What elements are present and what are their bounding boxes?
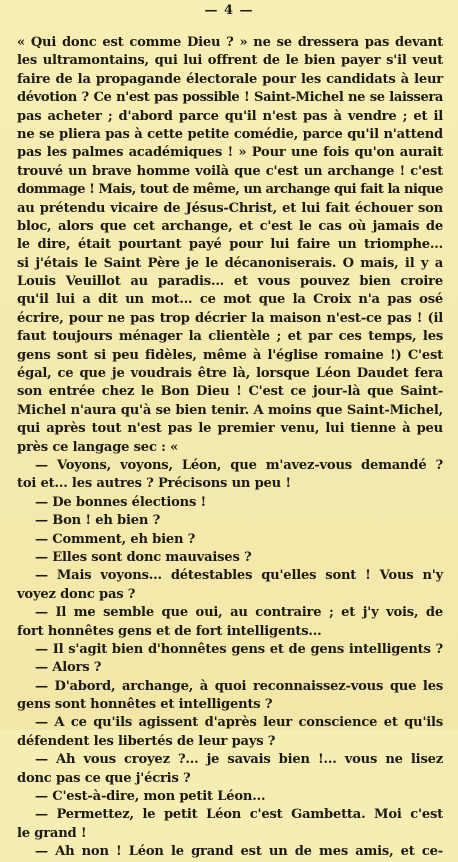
text-line: trouvé un brave homme voilà que c'est un archange ! c'est (17, 163, 443, 179)
text-line: bloc, alors que cet archange, et c'est le cas où jamais de (17, 218, 443, 234)
text-line: le dire, était pourtant payé pour lui faire un triomphe... (17, 237, 443, 253)
text-line: défendent les libertés de leur pays ? (17, 733, 276, 749)
dialogue-line: — Alors ? (35, 660, 102, 676)
text-line: gens sont honnêtes et intelligents ? (17, 697, 273, 713)
dialogue-line: — De bonnes élections ! (35, 494, 207, 510)
text-line: toi et... les autres ? Précisons un peu ! (17, 476, 291, 492)
text-line: son entrée chez le Bon Dieu ! C'est ce jour-là que Saint- (17, 384, 443, 400)
text-line: donc pas ce que j'écris ? (17, 770, 191, 786)
dialogue-line: — Il s'agit bien d'honnêtes gens et de gens intelligents ? (35, 641, 443, 657)
text-line: fort honnêtes gens et de fort intelligents... (17, 623, 322, 639)
dialogue-line: — D'abord, archange, à quoi reconnaissez-vous que les (35, 678, 443, 694)
text-line: Louis Veuillot au paradis... et vous pouvez bien croire (17, 274, 443, 290)
text-line: au prétendu vicaire de Jésus-Christ, et lui fait échouer son (17, 200, 443, 216)
dialogue-line: — Mais voyons... détestables qu'elles sont ! Vous n'y (35, 568, 443, 584)
text-line: dévotion ? Ce n'est pas possible ! Saint-Michel ne se laissera (17, 90, 443, 106)
text-line: le grand ! (17, 825, 87, 841)
text-line: égal, ce que je voudrais être là, lorsque Léon Daudet fera (17, 366, 443, 382)
text-line: si j'étais le Saint Père je le décanoniserais. O mais, il y a (17, 255, 443, 271)
text-line: écrire, pour ne pas trop décrier la maison n'est-ce pas ! (il (17, 310, 443, 326)
dialogue-line: — Comment, eh bien ? (35, 531, 196, 547)
text-line: qui après tout n'est pas le premier venu, lui tienne à peu (17, 421, 443, 437)
text-line: qu'il lui a dit un mot... ce mot que la Croix n'a pas osé (17, 292, 443, 308)
text-line: les ultramontains, qui lui offrent de le bien payer s'il veut (17, 53, 443, 69)
dialogue-line: — Ah non ! Léon le grand est un de mes amis, et ce- (35, 844, 443, 860)
dialogue-line: — Elles sont donc mauvaises ? (35, 549, 252, 565)
text-line: Michel n'aura qu'à se bien tenir. A moins que Saint-Michel, (17, 402, 443, 418)
text-line: près ce langage sec : « (17, 439, 179, 455)
text-line: pas acheter ; d'abord parce qu'il n'est pas à vendre ; et il (17, 108, 443, 124)
dialogue-line: — A ce qu'ils agissent d'après leur conscience et qu'ils (35, 715, 443, 731)
dialogue-line: — Bon ! eh bien ? (35, 513, 161, 529)
text-line: faut toujours ménager la clientèle ; et par ces temps, les (17, 329, 443, 345)
page-number: — 4 — (204, 3, 254, 18)
text-line: faire de la propagande électorale pour les candidats à leur (17, 71, 443, 87)
dialogue-line: — Il me semble que oui, au contraire ; et j'y vois, de (35, 605, 443, 621)
text-line: voyez donc pas ? (17, 586, 136, 602)
text-line: pas les palmes académiques ! » Pour une fois qu'on aurait (17, 145, 443, 161)
dialogue-line: — C'est-à-dire, mon petit Léon... (35, 789, 266, 805)
page-body-text (17, 34, 443, 860)
dialogue-line: — Voyons, voyons, Léon, que m'avez-vous demandé ? (35, 457, 443, 473)
text-line: gens sont si peu fidèles, même à l'église romaine !) C'est (17, 347, 443, 363)
text-line: « Qui donc est comme Dieu ? » ne se dressera pas devant (17, 35, 443, 50)
dialogue-line: — Permettez, le petit Léon c'est Gambetta. Moi c'est (35, 807, 443, 823)
text-line: dommage ! Mais, tout de même, un archange qui fait la nique (17, 182, 443, 198)
text-line: ne se pliera pas à cette petite comédie, parce qu'il n'attend (17, 126, 443, 142)
dialogue-line: — Ah vous croyez ?... je savais bien !... vous ne lisez (35, 752, 443, 768)
